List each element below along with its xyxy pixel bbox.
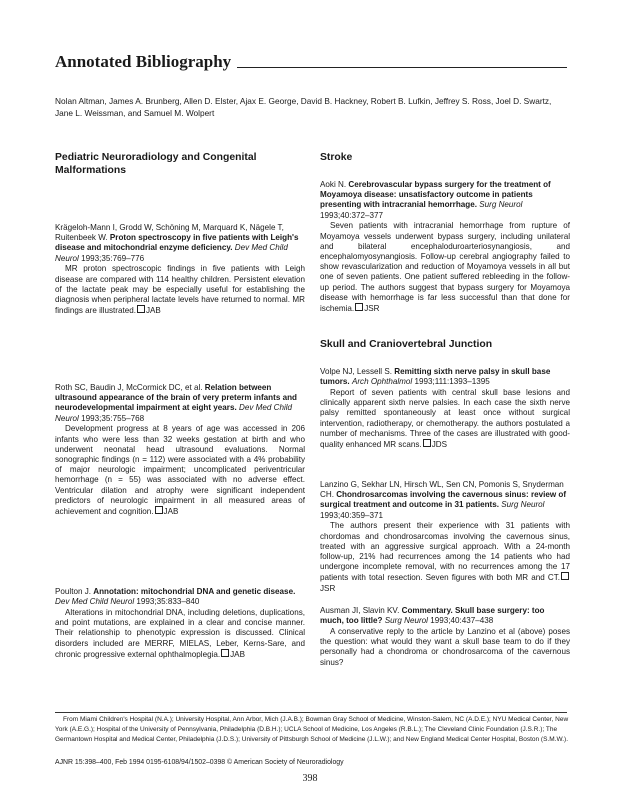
citation xyxy=(55,587,305,607)
citation-authors: Ausman JI, Slavin KV. xyxy=(320,606,400,615)
title-rule xyxy=(237,67,567,68)
citation-authors: Lanzino G, Sekhar LN, Hirsch WL, Sen CN, Pomonis S, Snyderman CH. xyxy=(320,480,564,500)
section-heading-skull: Skull and Craniovertebral Junction xyxy=(320,339,493,350)
citation-ref: 1993;40:437–438 xyxy=(430,616,494,626)
citation-title: Remitting sixth nerve palsy in skull base tumors. xyxy=(320,367,551,387)
end-box-icon xyxy=(355,303,363,311)
citation xyxy=(320,367,570,387)
citation-authors: Roth SC, Baudin J, McCormick DC, et al. xyxy=(55,383,203,392)
reviewer-initials: JAB xyxy=(230,649,245,659)
citation xyxy=(320,180,570,221)
citation-title: Relation between ultrasound appearance of the brain of very preterm infants and neurodevelopmental impairment at eight years. xyxy=(55,383,297,413)
section-heading-pediatric: Pediatric Neuroradiology and Congenital Malformations xyxy=(55,152,257,176)
entry-roth xyxy=(55,383,305,517)
author-list: Nolan Altman, James A. Brunberg, Allen D. Elster, Ajax E. George, David B. Hackney, Robert B. Lufkin, Jeffrey S. Ross, Joel D. Swartz, Jane L. Weissman, and Samuel M. Wolpert xyxy=(55,96,552,118)
entry-krageloh xyxy=(55,223,305,316)
abstract xyxy=(320,627,570,668)
citation-ref: 1993;111:1393–1395 xyxy=(414,377,490,387)
citation-source: Dev Med Child Neurol xyxy=(55,403,293,423)
citation xyxy=(55,383,305,424)
end-box-icon xyxy=(561,572,569,580)
end-box-icon xyxy=(423,439,431,447)
end-box-icon xyxy=(137,305,145,313)
footnote-rule xyxy=(55,712,567,713)
citation xyxy=(320,606,570,626)
reviewer-initials: JSR xyxy=(364,303,380,313)
abstract xyxy=(320,521,570,593)
title-row xyxy=(55,52,567,72)
citation-source: Surg Neurol xyxy=(384,616,428,626)
citation-source: Surg Neurol xyxy=(479,200,523,210)
citation-title: Proton spectroscopy in five patients with Leigh's disease and mitochondrial enzyme deficiency. xyxy=(55,233,299,253)
abstract-text: MR proton spectroscopic findings in five patients with Leigh disease are compared with 114 healthy children. Persistent elevation of the lactate peak may be especially useful for establishing the diagnosis when peripheral lactate levels have returned to normal. MR findings are illustrated. xyxy=(55,264,305,316)
abstract-text: Seven patients with intracranial hemorrhage from rupture of Moyamoya vessels underwent bypass surgery, including unilateral and bilateral encephaloduroarteriosynangiosis, and encephalomyosynangiosis. Follow-up cerebral angiography failed to show revascularization and reduction of Moyamoya vessels in all but one of seven patients. One patient suffered rebleeding in the follow-up period. The authors suggest that bypass surgery for Moyamoya disease with hemorrhage is far less successful than that done for ischemia. xyxy=(320,221,570,313)
abstract xyxy=(55,608,305,660)
reviewer-initials: JAB xyxy=(145,306,161,316)
section-heading-stroke: Stroke xyxy=(320,152,353,163)
end-box-icon xyxy=(155,506,163,514)
citation-title: Cerebrovascular bypass surgery for the treatment of Moyamoya disease: unsatisfactory outcome in patients presenting with intracranial hemorrhage. xyxy=(320,180,551,210)
entry-lanzino xyxy=(320,480,570,594)
citation-ref: 1993;35:755–768 xyxy=(81,413,145,423)
entry-ausman xyxy=(320,606,570,668)
abstract xyxy=(320,221,570,314)
citation-authors: Volpe NJ, Lessell S. xyxy=(320,367,392,376)
citation-authors: Poulton J. xyxy=(55,587,91,596)
abstract-text: Development progress at 8 years of age was accessed in 206 infants who were less than 32 weeks gestation at birth and who underwent neonatal head ultrasound evaluations. Normal sonographic findings (n = 112) were associated with a 4% probability of major neurologic impairment; uncomplicated periventricular hemorrhage (n = 55) was associated with no adverse effect. Ventricular dilation and atrophy were significant independent predictors of neurologic impairment in all measured areas of achievement and cognition. xyxy=(55,424,305,516)
abstract-text: A conservative reply to the article by Lanzino et al (above) poses the question: what would they want a skull base team to do if they personally had a chondroma or chondrosarcoma of the cavernous sinus? xyxy=(320,626,570,667)
citation-source: Arch Ophthalmol xyxy=(351,377,413,387)
page-title: Annotated Bibliography xyxy=(55,52,232,71)
citation-authors: Aoki N. xyxy=(320,180,347,189)
citation-ref: 1993;35:833–840 xyxy=(136,597,200,607)
citation-ref: 1993;35:769–776 xyxy=(81,253,145,263)
entry-volpe xyxy=(320,367,570,450)
abstract-text: Alterations in mitochondrial DNA, including deletions, duplications, and point mutations, are explained in a clear and concise manner. Their relationship to phenotypic expression is discussed. Clinical disorders included are MERRF, MIELAS, Leber, Kerns-Sare, and chronic progressive external ophthalmoplegia. xyxy=(55,607,305,659)
entry-aoki xyxy=(320,180,570,314)
citation xyxy=(55,223,305,264)
reviewer-initials: JAB xyxy=(163,506,179,516)
abstract xyxy=(55,424,305,517)
citation-ref: 1993;40:372–377 xyxy=(320,210,384,220)
citation-title: Commentary. Skull base surgery: too much, too little? xyxy=(320,606,545,626)
citation-source: Dev Med Child Neurol xyxy=(55,597,135,607)
entry-poulton xyxy=(55,587,305,660)
reviewer-initials: JDS xyxy=(431,439,447,449)
journal-citation-line: AJNR 15:398–400, Feb 1994 0195-6108/94/1502–0398 © American Society of Neuroradiology xyxy=(55,759,344,766)
citation-title: Chondrosarcomas involving the cavernous sinus: review of surgical treatment and outcome in 31 patients. xyxy=(320,490,567,510)
abstract xyxy=(320,388,570,450)
citation-ref: 1993;40:359–371 xyxy=(320,510,384,520)
citation-title: Annotation: mitochondrial DNA and genetic disease. xyxy=(93,587,296,596)
reviewer-initials: JSR xyxy=(320,583,336,593)
end-box-icon xyxy=(221,649,229,657)
citation-authors: Krägeloh-Mann I, Grodd W, Schöning M, Marquard K, Nägele T, Ruitenbeek W. xyxy=(55,223,284,243)
abstract-text: The authors present their experience with 31 patients with chordomas and chondrosarcomas involving the cavernous sinus, treated with an aggressive surgical approach. With a 24-month follow-up, 21% had recurrences among the 14 patients who had undergone incomplete removal, with no recurrences among the 17 patients with total resection. Seven figures with both MR and CT. xyxy=(320,521,570,583)
abstract-text: Report of seven patients with central skull base lesions and clinically apparent sixth nerve palsies. In each case the sixth nerve palsy remitted spontaneously at least once without surgical intervention, radiotherapy, or chemotherapy. the authors postulated a number of mechanisms. Three of the cases are illustrated with good-quality enhanced MR scans. xyxy=(320,387,570,449)
page-number: 398 xyxy=(302,773,318,784)
abstract xyxy=(55,264,305,316)
citation-source: Surg Neurol xyxy=(501,500,545,510)
citation-source: Dev Med Child Neurol xyxy=(55,243,288,263)
affiliations-footnote: From Miami Children's Hospital (N.A.); University Hospital, Ann Arbor, Mich (J.A.B.); Bowman Gray School of Medicine, Winston-Salem, NC (A.D.E.); NYU Medical Center, New York (A.E.G.); Hospital of the University of Pennsylvania, Philadelphia (D.B.H.); UCLA School of Medicine, Los Angeles (R.B.L.); The Cleveland Clinic Foundation (J.S.R.); The Germantown Hospital and Medical Center, Philadelphia (J.D.S.); University of Pittsburgh School of Medicine (J.L.W.); and New England Medical Center Hospital, Boston (S.M.W.). xyxy=(55,716,569,744)
citation xyxy=(320,480,570,521)
